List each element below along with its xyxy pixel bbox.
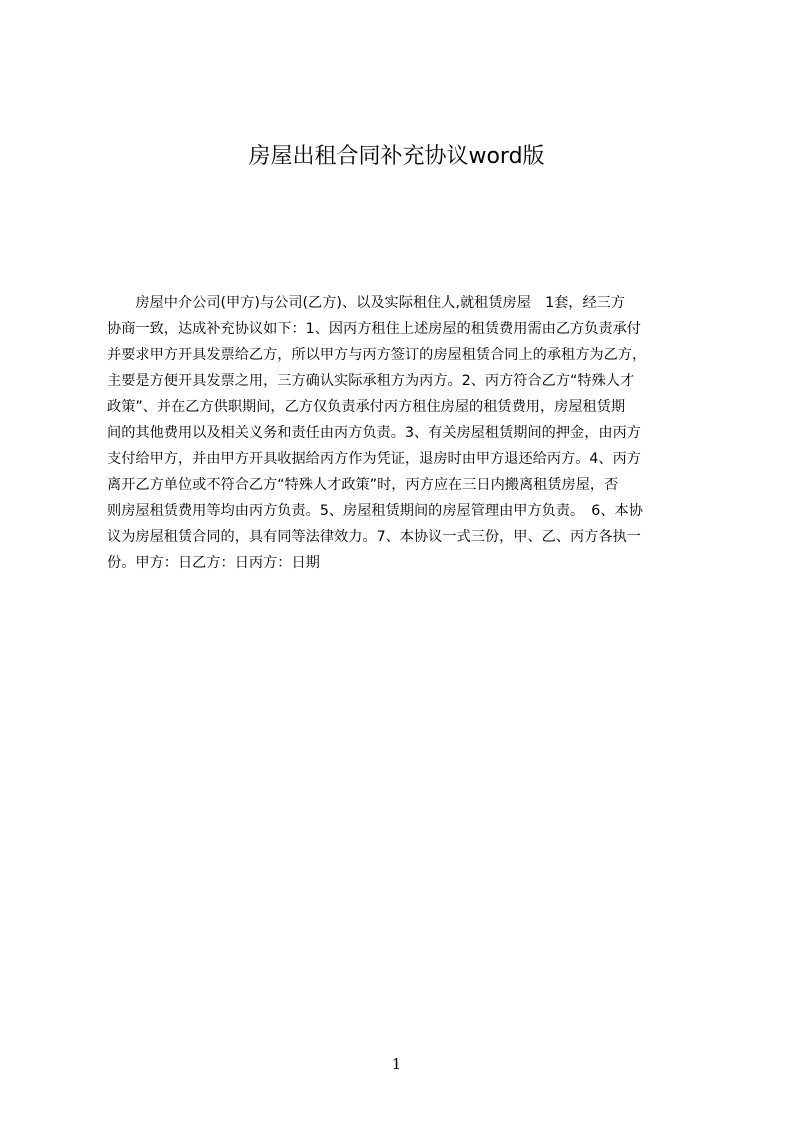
- body-line: 并要求甲方开具发票给乙方，所以甲方与丙方签订的房屋租赁合同上的承租方为乙方，: [107, 347, 647, 363]
- body-line: 房屋中介公司(甲方)与公司(乙方)、以及实际租住人,就租赁房屋 1套，经三方: [107, 295, 626, 311]
- body-line: 议为房屋租赁合同的，具有同等法律效力。7、本协议一式三份，甲、乙、丙方各执一: [107, 529, 641, 545]
- body-line: 离开乙方单位或不符合乙方“特殊人才政策”时，丙方应在三日内搬离租赁房屋，否: [107, 477, 619, 493]
- body-line: 份。甲方：日乙方：日丙方：日期: [107, 555, 320, 571]
- body-line: 支付给甲方，并由甲方开具收据给丙方作为凭证，退房时由甲方退还给丙方。4、丙方: [107, 451, 641, 467]
- page-number: 1: [391, 1055, 402, 1073]
- body-line: 间的其他费用以及相关义务和责任由丙方负责。3、有关房屋租赁期间的押金，由丙方: [107, 425, 641, 441]
- document-title: 房屋出租合同补充协议word版: [248, 144, 545, 169]
- body-line: 政策”、并在乙方供职期间，乙方仅负责承付丙方租住房屋的租赁费用，房屋租赁期: [107, 399, 626, 415]
- body-line: 协商一致，达成补充协议如下：1、因丙方租住上述房屋的租赁费用需由乙方负责承付: [107, 321, 641, 337]
- body-line: 则房屋租赁费用等均由丙方负责。5、房屋租赁期间的房屋管理由甲方负责。 6、本协: [107, 503, 643, 519]
- body-line: 主要是方便开具发票之用，三方确认实际承租方为丙方。2、丙方符合乙方“特殊人才: [107, 373, 635, 389]
- document-body: [107, 290, 696, 576]
